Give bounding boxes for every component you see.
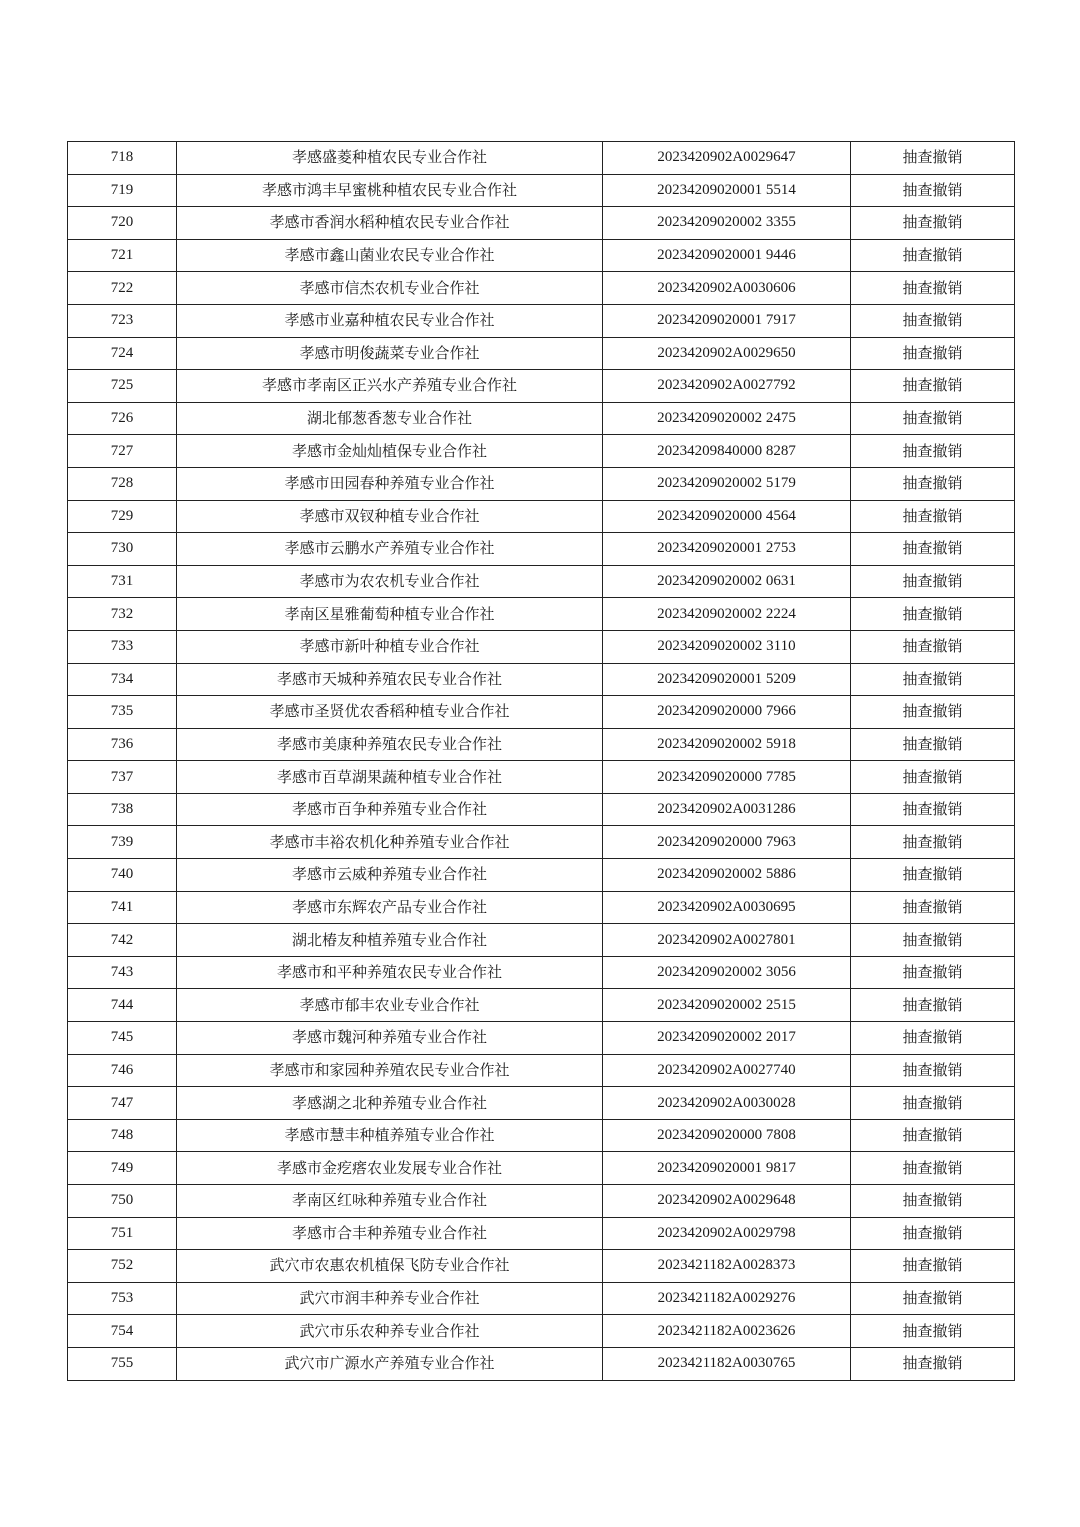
row-number: 733 [68, 630, 177, 663]
registration-code: 20234209020000 7966 [603, 696, 851, 729]
registration-code: 20234209020001 5209 [603, 663, 851, 696]
table-row [68, 598, 1015, 631]
registration-code: 20234209020002 5886 [603, 859, 851, 892]
registration-code: 2023420902A0030695 [603, 891, 851, 924]
row-number: 718 [68, 142, 177, 175]
status-text: 抽查撤销 [851, 239, 1015, 272]
row-number: 719 [68, 174, 177, 207]
cooperative-name: 孝感市丰裕农机化种养殖专业合作社 [177, 826, 603, 859]
status-text: 抽查撤销 [851, 304, 1015, 337]
table-row [68, 989, 1015, 1022]
table-row [68, 1347, 1015, 1380]
status-text: 抽查撤销 [851, 142, 1015, 175]
row-number: 728 [68, 467, 177, 500]
row-number: 723 [68, 304, 177, 337]
status-text: 抽查撤销 [851, 1315, 1015, 1348]
table-row [68, 1054, 1015, 1087]
row-number: 752 [68, 1250, 177, 1283]
registration-code: 20234209020002 2475 [603, 402, 851, 435]
cooperative-name: 孝感市圣贤优农香稻种植专业合作社 [177, 696, 603, 729]
status-text: 抽查撤销 [851, 696, 1015, 729]
status-text: 抽查撤销 [851, 891, 1015, 924]
status-text: 抽查撤销 [851, 272, 1015, 305]
table-row [68, 370, 1015, 403]
row-number: 724 [68, 337, 177, 370]
registration-code: 20234209020002 5179 [603, 467, 851, 500]
row-number: 747 [68, 1087, 177, 1120]
table-row [68, 207, 1015, 240]
cooperative-name: 孝感市云鹏水产养殖专业合作社 [177, 533, 603, 566]
row-number: 755 [68, 1347, 177, 1380]
table-row [68, 239, 1015, 272]
table-row [68, 435, 1015, 468]
row-number: 729 [68, 500, 177, 533]
cooperative-name: 孝感市鸿丰早蜜桃种植农民专业合作社 [177, 174, 603, 207]
registration-code: 2023421182A0030765 [603, 1347, 851, 1380]
row-number: 727 [68, 435, 177, 468]
table-row [68, 663, 1015, 696]
table-row [68, 1087, 1015, 1120]
table-row [68, 533, 1015, 566]
registration-code: 20234209020002 2224 [603, 598, 851, 631]
cooperative-name: 孝感市百草湖果蔬种植专业合作社 [177, 761, 603, 794]
registration-code: 2023420902A0029648 [603, 1185, 851, 1218]
row-number: 741 [68, 891, 177, 924]
registration-code: 20234209020001 9446 [603, 239, 851, 272]
cooperative-name: 孝感市金灿灿植保专业合作社 [177, 435, 603, 468]
status-text: 抽查撤销 [851, 1347, 1015, 1380]
row-number: 740 [68, 859, 177, 892]
status-text: 抽查撤销 [851, 174, 1015, 207]
row-number: 746 [68, 1054, 177, 1087]
registration-code: 20234209020002 5918 [603, 728, 851, 761]
table-row [68, 696, 1015, 729]
table-row [68, 859, 1015, 892]
registration-code: 20234209020000 7785 [603, 761, 851, 794]
row-number: 731 [68, 565, 177, 598]
table-row [68, 1119, 1015, 1152]
row-number: 730 [68, 533, 177, 566]
status-text: 抽查撤销 [851, 370, 1015, 403]
cooperative-name: 武穴市农惠农机植保飞防专业合作社 [177, 1250, 603, 1283]
table-row [68, 1022, 1015, 1055]
registration-code: 20234209020002 2515 [603, 989, 851, 1022]
cooperative-name: 孝感市云威种养殖专业合作社 [177, 859, 603, 892]
registration-code: 20234209020001 7917 [603, 304, 851, 337]
table-row [68, 1217, 1015, 1250]
table-row [68, 1152, 1015, 1185]
table-row [68, 467, 1015, 500]
row-number: 722 [68, 272, 177, 305]
registration-code: 2023421182A0023626 [603, 1315, 851, 1348]
row-number: 750 [68, 1185, 177, 1218]
table-row [68, 761, 1015, 794]
registration-code: 2023420902A0029650 [603, 337, 851, 370]
table-row [68, 565, 1015, 598]
row-number: 734 [68, 663, 177, 696]
status-text: 抽查撤销 [851, 989, 1015, 1022]
row-number: 732 [68, 598, 177, 631]
cooperative-name: 孝感盛菱种植农民专业合作社 [177, 142, 603, 175]
cooperative-name: 孝感市金疙瘩农业发展专业合作社 [177, 1152, 603, 1185]
status-text: 抽查撤销 [851, 533, 1015, 566]
cooperative-name: 孝感市信杰农机专业合作社 [177, 272, 603, 305]
table-row [68, 826, 1015, 859]
registration-code: 2023420902A0027801 [603, 924, 851, 957]
cooperative-name: 孝感市东辉农产品专业合作社 [177, 891, 603, 924]
registration-code: 20234209020001 2753 [603, 533, 851, 566]
cooperative-name: 孝感市魏河种养殖专业合作社 [177, 1022, 603, 1055]
status-text: 抽查撤销 [851, 1054, 1015, 1087]
row-number: 751 [68, 1217, 177, 1250]
cooperative-name: 孝感市天城种养殖农民专业合作社 [177, 663, 603, 696]
table-row [68, 402, 1015, 435]
table-row [68, 793, 1015, 826]
cooperative-name: 孝南区红咏种养殖专业合作社 [177, 1185, 603, 1218]
status-text: 抽查撤销 [851, 1282, 1015, 1315]
status-text: 抽查撤销 [851, 1217, 1015, 1250]
row-number: 735 [68, 696, 177, 729]
registration-code: 2023421182A0029276 [603, 1282, 851, 1315]
table-row [68, 500, 1015, 533]
row-number: 745 [68, 1022, 177, 1055]
row-number: 726 [68, 402, 177, 435]
status-text: 抽查撤销 [851, 467, 1015, 500]
registration-code: 2023420902A0029647 [603, 142, 851, 175]
records-table [67, 141, 1015, 1381]
cooperative-name: 孝感湖之北种养殖专业合作社 [177, 1087, 603, 1120]
status-text: 抽查撤销 [851, 207, 1015, 240]
table-row [68, 272, 1015, 305]
status-text: 抽查撤销 [851, 1119, 1015, 1152]
registration-code: 2023420902A0031286 [603, 793, 851, 826]
status-text: 抽查撤销 [851, 402, 1015, 435]
cooperative-name: 湖北椿友种植养殖专业合作社 [177, 924, 603, 957]
registration-code: 20234209020002 3056 [603, 956, 851, 989]
cooperative-name: 孝感市田园春种养殖专业合作社 [177, 467, 603, 500]
registration-code: 20234209020002 3355 [603, 207, 851, 240]
cooperative-name: 孝感市为农农机专业合作社 [177, 565, 603, 598]
cooperative-name: 武穴市广源水产养殖专业合作社 [177, 1347, 603, 1380]
registration-code: 20234209020000 7808 [603, 1119, 851, 1152]
row-number: 720 [68, 207, 177, 240]
status-text: 抽查撤销 [851, 1250, 1015, 1283]
row-number: 754 [68, 1315, 177, 1348]
cooperative-name: 孝感市明俊蔬菜专业合作社 [177, 337, 603, 370]
row-number: 736 [68, 728, 177, 761]
table-row [68, 142, 1015, 175]
table-row [68, 891, 1015, 924]
registration-code: 2023420902A0030606 [603, 272, 851, 305]
status-text: 抽查撤销 [851, 728, 1015, 761]
records-table-body [68, 142, 1015, 1381]
registration-code: 20234209020002 0631 [603, 565, 851, 598]
status-text: 抽查撤销 [851, 500, 1015, 533]
registration-code: 2023421182A0028373 [603, 1250, 851, 1283]
table-row [68, 924, 1015, 957]
status-text: 抽查撤销 [851, 859, 1015, 892]
table-row [68, 1185, 1015, 1218]
registration-code: 20234209020002 3110 [603, 630, 851, 663]
cooperative-name: 孝感市业嘉种植农民专业合作社 [177, 304, 603, 337]
registration-code: 20234209020001 9817 [603, 1152, 851, 1185]
cooperative-name: 孝感市和家园种养殖农民专业合作社 [177, 1054, 603, 1087]
registration-code: 20234209020000 4564 [603, 500, 851, 533]
status-text: 抽查撤销 [851, 1185, 1015, 1218]
row-number: 737 [68, 761, 177, 794]
registration-code: 2023420902A0027740 [603, 1054, 851, 1087]
status-text: 抽查撤销 [851, 565, 1015, 598]
cooperative-name: 孝感市慧丰种植养殖专业合作社 [177, 1119, 603, 1152]
row-number: 749 [68, 1152, 177, 1185]
row-number: 738 [68, 793, 177, 826]
status-text: 抽查撤销 [851, 1087, 1015, 1120]
status-text: 抽查撤销 [851, 337, 1015, 370]
status-text: 抽查撤销 [851, 630, 1015, 663]
row-number: 721 [68, 239, 177, 272]
table-row [68, 630, 1015, 663]
status-text: 抽查撤销 [851, 924, 1015, 957]
status-text: 抽查撤销 [851, 826, 1015, 859]
row-number: 748 [68, 1119, 177, 1152]
status-text: 抽查撤销 [851, 956, 1015, 989]
table-row [68, 956, 1015, 989]
table-row [68, 304, 1015, 337]
status-text: 抽查撤销 [851, 598, 1015, 631]
cooperative-name: 武穴市润丰种养专业合作社 [177, 1282, 603, 1315]
row-number: 742 [68, 924, 177, 957]
row-number: 743 [68, 956, 177, 989]
registration-code: 2023420902A0027792 [603, 370, 851, 403]
cooperative-name: 孝感市新叶种植专业合作社 [177, 630, 603, 663]
cooperative-name: 孝感市双钗种植专业合作社 [177, 500, 603, 533]
table-row [68, 337, 1015, 370]
registration-code: 20234209840000 8287 [603, 435, 851, 468]
status-text: 抽查撤销 [851, 1152, 1015, 1185]
cooperative-name: 武穴市乐农种养专业合作社 [177, 1315, 603, 1348]
cooperative-name: 孝南区星雅葡萄种植专业合作社 [177, 598, 603, 631]
row-number: 753 [68, 1282, 177, 1315]
cooperative-name: 孝感市合丰种养殖专业合作社 [177, 1217, 603, 1250]
table-row [68, 1250, 1015, 1283]
cooperative-name: 孝感市百争种养殖专业合作社 [177, 793, 603, 826]
status-text: 抽查撤销 [851, 1022, 1015, 1055]
table-row [68, 1282, 1015, 1315]
cooperative-name: 孝感市郁丰农业专业合作社 [177, 989, 603, 1022]
cooperative-name: 孝感市鑫山菌业农民专业合作社 [177, 239, 603, 272]
registration-code: 2023420902A0029798 [603, 1217, 851, 1250]
status-text: 抽查撤销 [851, 793, 1015, 826]
table-row [68, 174, 1015, 207]
registration-code: 20234209020002 2017 [603, 1022, 851, 1055]
row-number: 739 [68, 826, 177, 859]
cooperative-name: 孝感市孝南区正兴水产养殖专业合作社 [177, 370, 603, 403]
table-row [68, 728, 1015, 761]
status-text: 抽查撤销 [851, 435, 1015, 468]
row-number: 744 [68, 989, 177, 1022]
cooperative-name: 孝感市美康种养殖农民专业合作社 [177, 728, 603, 761]
table-row [68, 1315, 1015, 1348]
registration-code: 20234209020000 7963 [603, 826, 851, 859]
row-number: 725 [68, 370, 177, 403]
registration-code: 20234209020001 5514 [603, 174, 851, 207]
status-text: 抽查撤销 [851, 663, 1015, 696]
status-text: 抽查撤销 [851, 761, 1015, 794]
cooperative-name: 湖北郁葱香葱专业合作社 [177, 402, 603, 435]
cooperative-name: 孝感市和平种养殖农民专业合作社 [177, 956, 603, 989]
registration-code: 2023420902A0030028 [603, 1087, 851, 1120]
cooperative-name: 孝感市香润水稻种植农民专业合作社 [177, 207, 603, 240]
